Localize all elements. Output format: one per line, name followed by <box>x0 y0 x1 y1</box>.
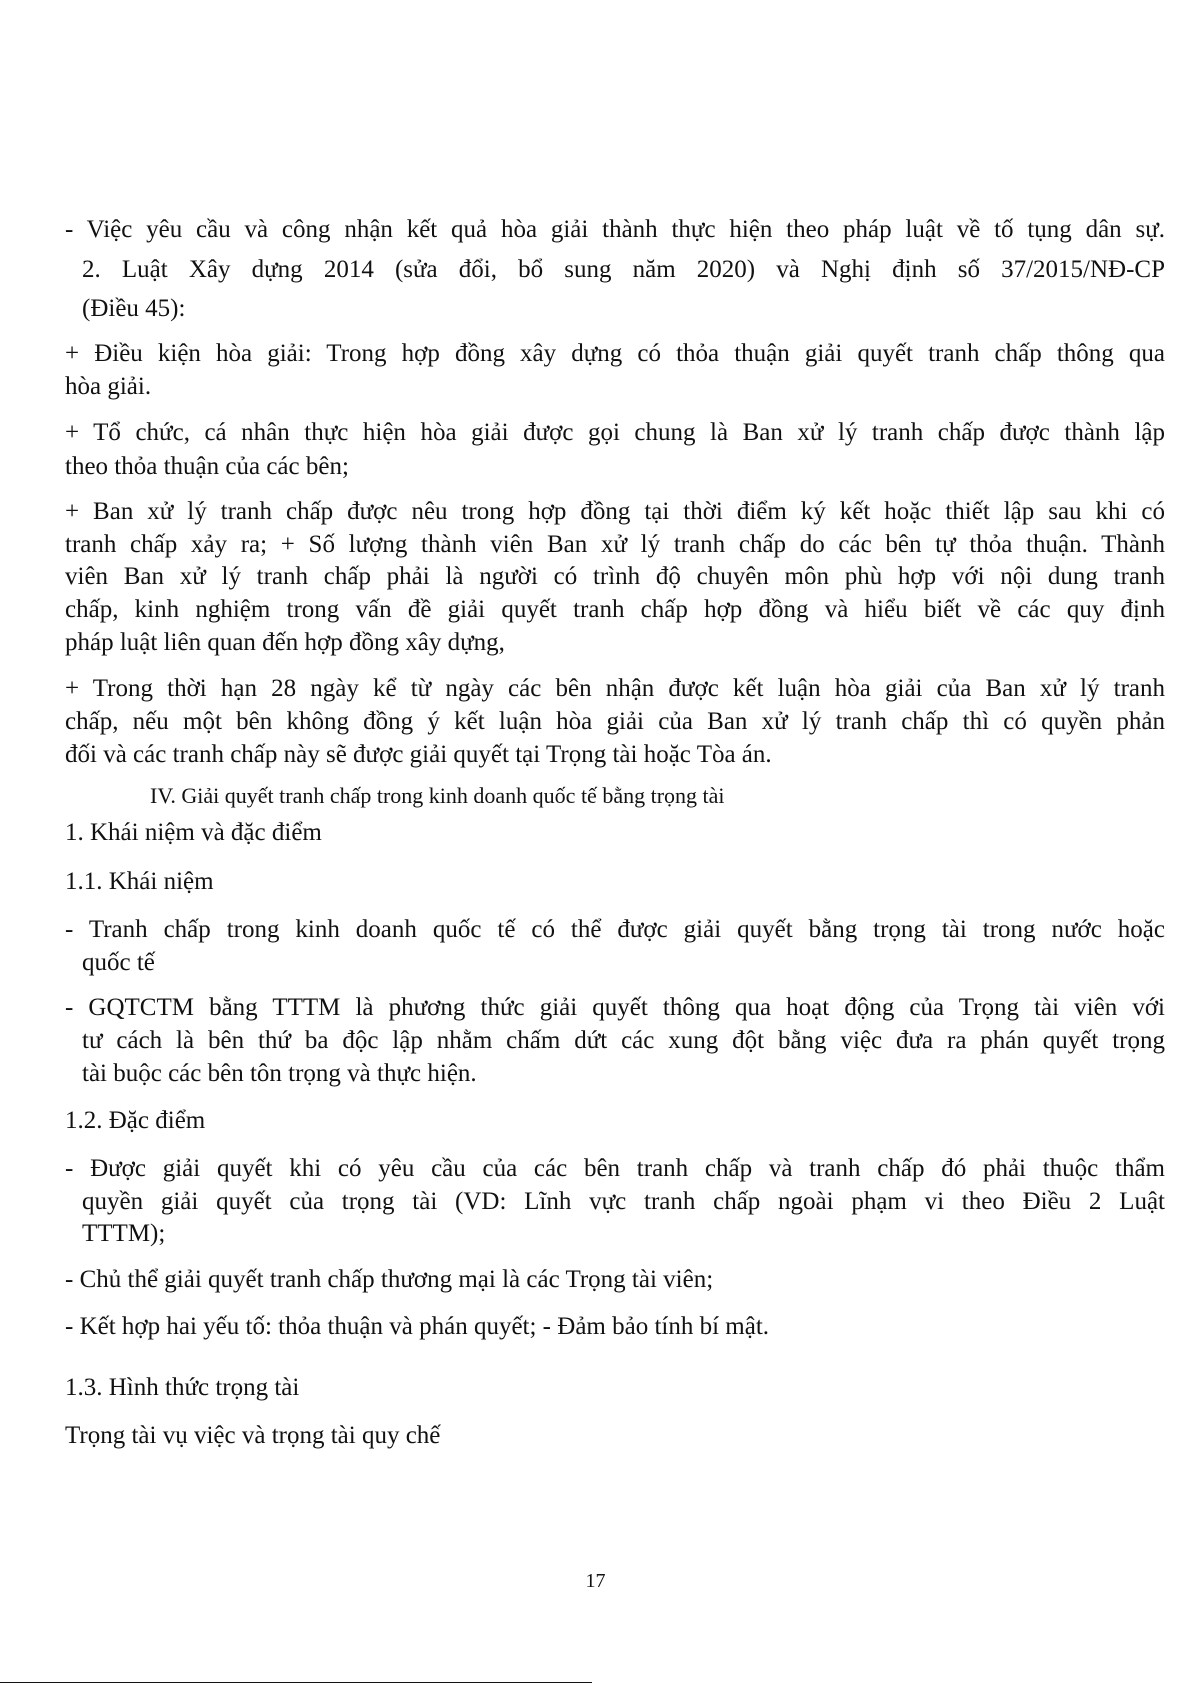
text-line: + Ban xử lý tranh chấp được nêu trong hợp đồng tại thời điểm ký kết hoặc thiết lập sau khi có <box>65 498 1165 525</box>
text-line: quyền giải quyết của trọng tài (VD: Lĩnh vực tranh chấp ngoài phạm vi theo Điều 2 Luật <box>82 1188 1165 1215</box>
text-line: (Điều 45): <box>82 295 186 322</box>
subsection-heading: 1.2. Đặc điểm <box>65 1107 206 1134</box>
text-line: - Tranh chấp trong kinh doanh quốc tế có thể được giải quyết bằng trọng tài trong nước hoặc <box>65 916 1165 943</box>
text-line: TTTM); <box>82 1220 166 1247</box>
text-line: - Được giải quyết khi có yêu cầu của các bên tranh chấp và tranh chấp đó phải thuộc thẩm <box>65 1155 1165 1182</box>
text-line: - Việc yêu cầu và công nhận kết quả hòa giải thành thực hiện theo pháp luật về tố tụng dân sự. <box>65 216 1165 243</box>
text-line: Trọng tài vụ việc và trọng tài quy chế <box>65 1422 441 1449</box>
text-line: tranh chấp xảy ra; + Số lượng thành viên Ban xử lý tranh chấp do các bên tự thỏa thuận. Thành <box>65 531 1165 558</box>
text-line: pháp luật liên quan đến hợp đồng xây dựng, <box>65 629 505 656</box>
text-line: chấp, nếu một bên không đồng ý kết luận hòa giải của Ban xử lý tranh chấp thì có quyền phản <box>65 708 1165 735</box>
text-line: tư cách là bên thứ ba độc lập nhằm chấm dứt các xung đột bằng việc đưa ra phán quyết trọng <box>82 1027 1165 1054</box>
subsection-heading: 1.1. Khái niệm <box>65 868 214 895</box>
subsection-heading: 1.3. Hình thức trọng tài <box>65 1374 300 1401</box>
text-line: - Chủ thể giải quyết tranh chấp thương mại là các Trọng tài viên; <box>65 1266 714 1293</box>
section-heading: IV. Giải quyết tranh chấp trong kinh doanh quốc tế bằng trọng tài <box>150 783 725 808</box>
text-line: 2. Luật Xây dựng 2014 (sửa đổi, bổ sung năm 2020) và Nghị định số 37/2015/NĐ-CP <box>82 256 1165 283</box>
text-line: tài buộc các bên tôn trọng và thực hiện. <box>82 1060 477 1087</box>
text-line: đối và các tranh chấp này sẽ được giải quyết tại Trọng tài hoặc Tòa án. <box>65 741 772 768</box>
text-line: - GQTCTM bằng TTTM là phương thức giải quyết thông qua hoạt động của Trọng tài viên với <box>65 994 1165 1021</box>
subsection-heading: 1. Khái niệm và đặc điểm <box>65 819 322 846</box>
text-line: chấp, kinh nghiệm trong vấn đề giải quyết tranh chấp hợp đồng và hiểu biết về các quy định <box>65 596 1165 623</box>
page-number: 17 <box>585 1570 606 1592</box>
text-line: hòa giải. <box>65 373 152 400</box>
footer-divider <box>0 1682 592 1683</box>
text-line: theo thỏa thuận của các bên; <box>65 453 349 480</box>
text-line: + Trong thời hạn 28 ngày kể từ ngày các bên nhận được kết luận hòa giải của Ban xử lý tranh <box>65 675 1165 702</box>
text-line: + Điều kiện hòa giải: Trong hợp đồng xây dựng có thỏa thuận giải quyết tranh chấp thông qua <box>65 340 1165 367</box>
text-line: quốc tế <box>82 949 155 976</box>
text-line: viên Ban xử lý tranh chấp phải là người có trình độ chuyên môn phù hợp với nội dung tranh <box>65 563 1165 590</box>
text-line: + Tổ chức, cá nhân thực hiện hòa giải được gọi chung là Ban xử lý tranh chấp được thành lập <box>65 419 1165 446</box>
text-line: - Kết hợp hai yếu tố: thỏa thuận và phán quyết; - Đảm bảo tính bí mật. <box>65 1313 770 1340</box>
